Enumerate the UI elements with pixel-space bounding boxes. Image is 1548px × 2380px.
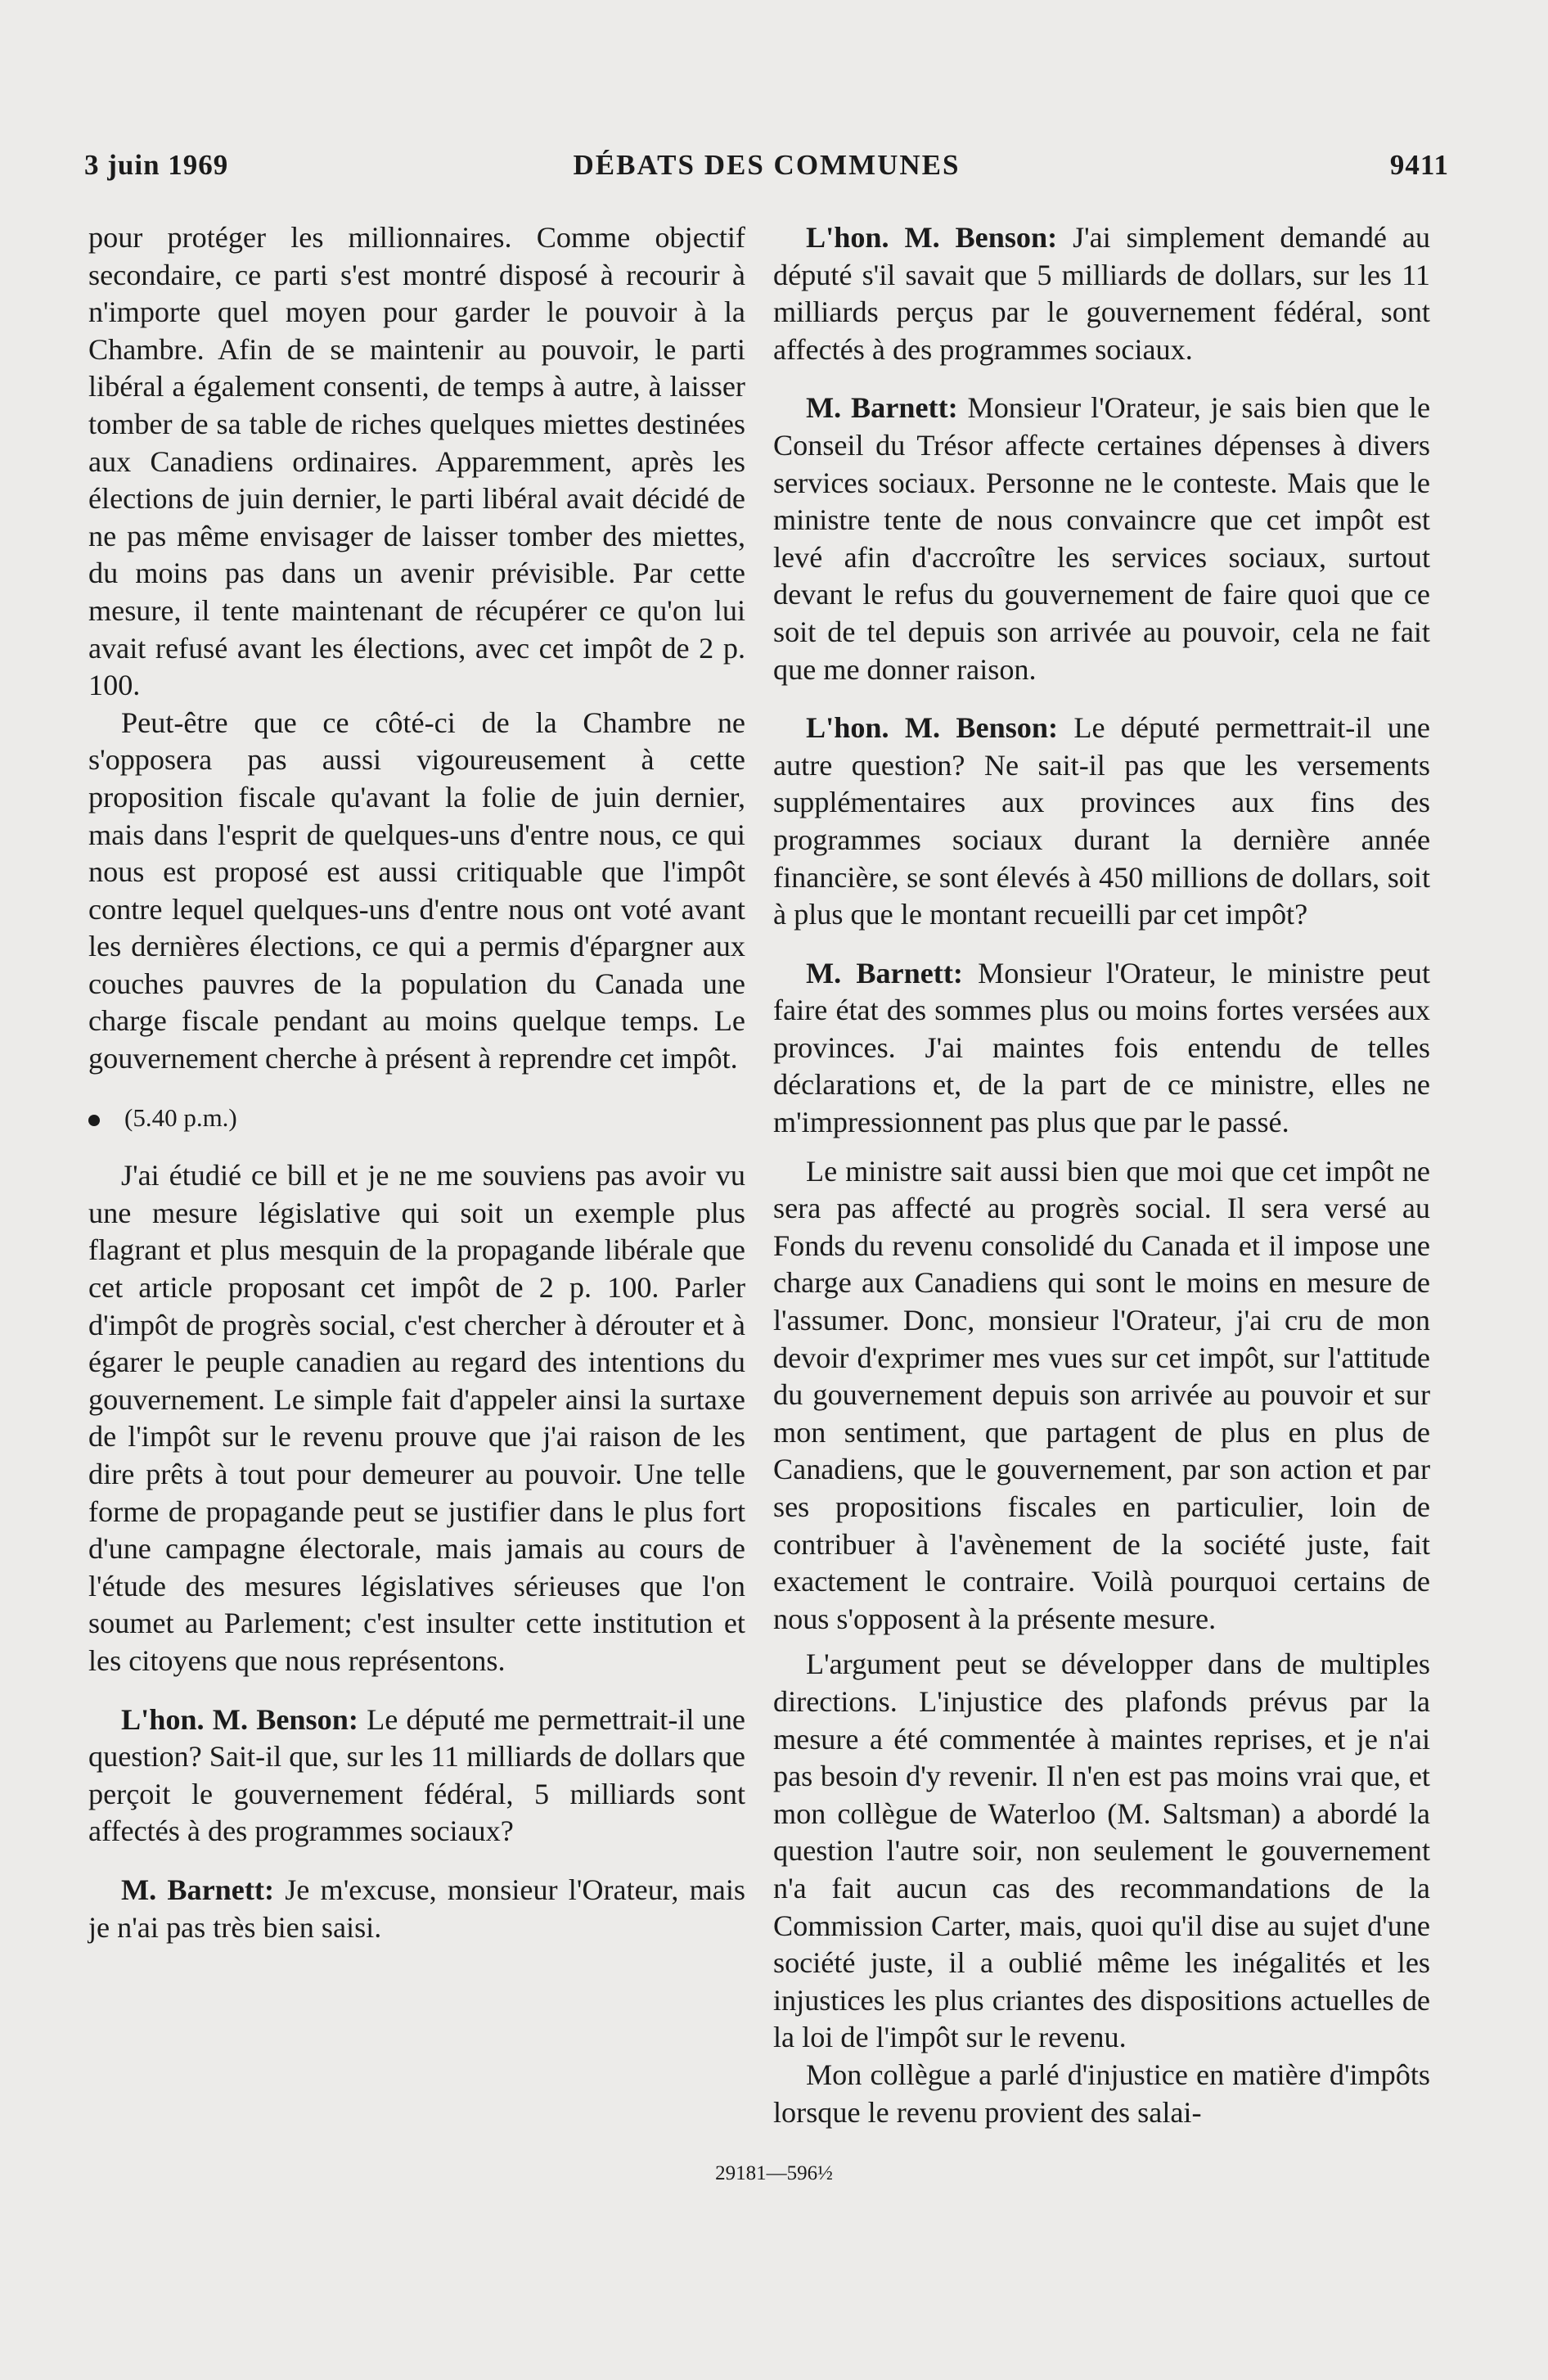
bullet-icon — [88, 1115, 100, 1126]
paragraph: L'argument peut se développer dans de multiples directions. L'injustice des plafonds prévus par la mesure a été commentée à maintes reprises, et je n'ai pas besoin d'y revenir. Il n'en est pas moins vrai que, et mon collègue de Waterloo (M. Saltsman) a abordé la question l'autre soir, non seulement le gouvernement n'a fait aucun cas des recommandations de la Commission Carter, mais, quoi qu'il dise au sujet d'une société juste, il a oublié même les inégalités et les injustices les plus criantes des dispositions actuelles de la loi de l'impôt sur le revenu. — [773, 1648, 1430, 2054]
speech-text: Je m'excuse, monsieur l'Orateur, mais je n'ai pas très bien saisi. — [88, 1873, 745, 1944]
time-marker — [88, 1099, 745, 1137]
paragraph: Peut-être que ce côté-ci de la Chambre ne s'opposera pas aussi vigoureusement à cette proposition fiscale qu'avant la folie de juin dernier, mais dans l'esprit de quelques-uns d'entre nous, ce qui nous est proposé est aussi critiquable que l'impôt contre lequel quelques-uns d'entre nous ont voté avant les dernières élections, ce qui a permis d'épargner aux couches pauvres de la population du Canada une charge fiscale pendant au moins quelque temps. Le gouvernement cherche à présent à reprendre cet impôt. — [88, 705, 745, 1075]
speaker-name: L'hon. M. Benson: — [806, 711, 1059, 745]
speech — [88, 1872, 745, 1946]
speaker-name: L'hon. M. Benson: — [121, 1702, 358, 1736]
speech-text: Le député me permettrait-il une question? Sait-il que, sur les 11 milliards de dollars que perçoit le gouvernement fédéral, 5 milliards sont affectés à des programmes sociaux? — [88, 1702, 745, 1848]
speech-text: J'ai simplement demandé au député s'il savait que 5 milliards de dollars, sur les 11 milliards perçus par le gouvernement fédéral, sont affectés à des programmes sociaux. — [773, 221, 1431, 366]
footer-code: 29181—596½ — [715, 2162, 833, 2184]
right-column — [773, 219, 1430, 2131]
page-header — [84, 149, 1449, 195]
speech-text: Monsieur l'Orateur, le ministre peut faire état des sommes plus ou moins fortes versées aux provinces. J'ai maintes fois entendu de telles déclarations et, de la part de ce ministre, elles ne m'impressionnent pas plus que par le passé. — [773, 956, 1430, 1139]
speech — [773, 710, 1430, 934]
speech — [773, 219, 1430, 368]
speaker-name: M. Barnett: — [806, 956, 963, 989]
paragraph: J'ai étudié ce bill et je ne me souviens pas avoir vu une mesure législative qui soit un exemple plus flagrant et plus mesquin de la propagande libérale que cet article proposant cet impôt de 2 p. 100. Parler d'impôt de progrès social, c'est chercher à dérouter et à égarer le peuple canadien au regard des intentions du gouvernement. Le simple fait d'appeler ainsi la surtaxe de l'impôt sur le revenu prouve que j'ai raison de les dire prêts à tout pour demeurer au pouvoir. Une telle forme de propagande peut se justifier dans le plus fort d'une campagne électorale, mais jamais au cours de l'étude des mesures législatives sérieuses que l'on soumet au Parlement; c'est insulter cette institution et les citoyens que nous représentons. — [88, 1159, 745, 1677]
paragraph: Mon collègue a parlé d'injustice en matière d'impôts lorsque le revenu provient des salai- — [773, 2058, 1430, 2129]
speech — [773, 390, 1430, 688]
speech-text: Monsieur l'Orateur, je sais bien que le Conseil du Trésor affecte certaines dépenses à divers services sociaux. Personne ne le conteste. Mais que le ministre tente de nous convaincre que cet impôt est levé afin d'accroître les services sociaux, surtout devant le refus du gouvernement de faire quoi que ce soit de tel depuis son arrivée au pouvoir, cela ne fait que me donner raison. — [773, 391, 1431, 686]
paragraph: pour protéger les millionnaires. Comme objectif secondaire, ce parti s'est montré disposé à recourir à n'importe quel moyen pour garder le pouvoir à la Chambre. Afin de se maintenir au pouvoir, le parti libéral a également consenti, de temps à autre, à laisser tomber de sa table de riches quelques miettes destinées aux Canadiens ordinaires. Apparemment, après les élections de juin dernier, le parti libéral avait décidé de ne pas même envisager de laisser tomber des miettes, du moins pas dans un avenir prévisible. Par cette mesure, il tente maintenant de récupérer ce qu'on lui avait refusé avant les élections, avec cet impôt de 2 p. 100. — [88, 221, 745, 702]
time-text: (5.40 p.m.) — [124, 1102, 237, 1132]
speaker-name: L'hon. M. Benson: — [806, 221, 1058, 254]
header-title: DÉBATS DES COMMUNES — [573, 149, 961, 181]
left-column — [88, 219, 745, 1946]
speaker-name: M. Barnett: — [121, 1873, 275, 1906]
header-page-number: 9411 — [1389, 149, 1449, 181]
paragraph: Le ministre sait aussi bien que moi que cet impôt ne sera pas affecté au progrès social. Il sera versé au Fonds du revenu consolidé du Canada et il impose une charge aux Canadiens qui sont le moins en mesure de l'assumer. Donc, monsieur l'Orateur, j'ai cru de mon devoir d'exprimer mes vues sur cet impôt, sur l'attitude du gouvernement depuis son arrivée au pouvoir et sur mon sentiment, que partagent de plus en plus de Canadiens, que le gouvernement, par son action et par ses propositions fiscales en particulier, loin de contribuer à l'avènement de la société juste, fait exactement le contraire. Voilà pourquoi certains de nous s'opposent à la présente mesure. — [773, 1154, 1430, 1635]
speech-text: Le député permettrait-il une autre question? Ne sait-il pas que les versements supplémentaires aux provinces aux fins des programmes sociaux durant la dernière année financière, se sont élevés à 450 millions de dollars, soit à plus que le montant recueilli par cet impôt? — [773, 711, 1430, 931]
header-date: 3 juin 1969 — [84, 149, 229, 181]
speech — [773, 955, 1430, 1142]
speech — [88, 1702, 745, 1850]
speaker-name: M. Barnett: — [806, 391, 958, 425]
